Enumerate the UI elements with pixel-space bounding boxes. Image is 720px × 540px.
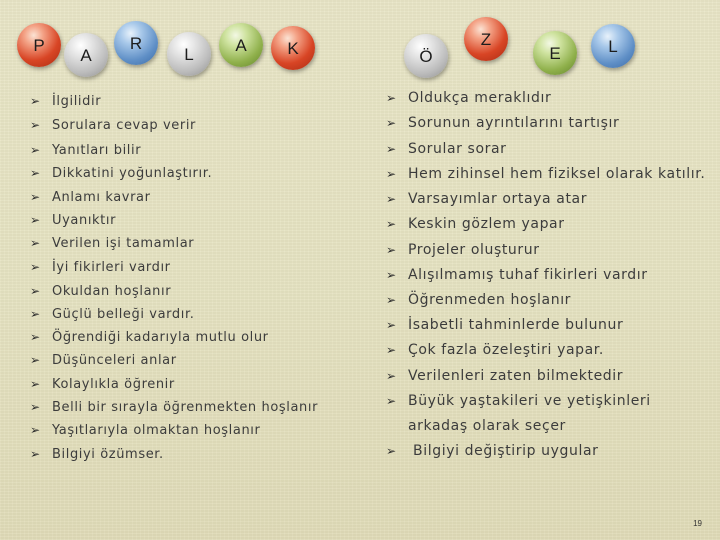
arrowhead-bullet-icon: ➢ (386, 217, 397, 231)
list-item-text: Keskin gözlem yapar (408, 216, 565, 232)
arrowhead-bullet-icon: ➢ (386, 394, 397, 408)
title-ball (533, 31, 577, 75)
arrowhead-bullet-icon: ➢ (30, 377, 41, 391)
arrowhead-bullet-icon: ➢ (30, 143, 41, 157)
arrowhead-bullet-icon: ➢ (386, 243, 397, 257)
list-item-text: Güçlü belleği vardır. (52, 307, 195, 322)
title-letter: K (287, 39, 299, 58)
list-item-text: Kolaylıkla öğrenir (52, 377, 175, 392)
title-letter: L (608, 37, 618, 56)
list-item (386, 90, 551, 106)
list-item-text: Anlamı kavrar (52, 190, 151, 205)
list-item-text: Yanıtları bilir (52, 143, 142, 158)
list-item-text: Uyanıktır (52, 213, 117, 228)
list-item (30, 143, 141, 158)
list-item-text: Düşünceleri anlar (52, 353, 177, 368)
list-item (386, 342, 604, 358)
list-item-text: Varsayımlar ortaya atar (408, 191, 588, 207)
list-item (30, 213, 116, 228)
list-item (386, 115, 619, 131)
title-letter: L (184, 45, 194, 64)
list-item (386, 443, 599, 459)
list-item (30, 260, 171, 275)
title-ball (219, 23, 263, 67)
list-item-text: İsabetli tahminlerde bulunur (408, 317, 624, 333)
list-item (30, 447, 164, 462)
arrowhead-bullet-icon: ➢ (30, 400, 41, 414)
list-item-text: Okuldan hoşlanır (52, 284, 172, 299)
title-ball (464, 17, 508, 61)
list-item (30, 377, 175, 392)
list-item-text: Sorular sorar (408, 141, 507, 157)
title-letter: P (33, 36, 45, 55)
list-item-text: Sorunun ayrıntılarını tartışır (408, 115, 620, 131)
list-item (30, 400, 318, 415)
list-item (386, 418, 566, 434)
arrowhead-bullet-icon: ➢ (386, 192, 397, 206)
arrowhead-bullet-icon: ➢ (30, 353, 41, 367)
list-item-text: Oldukça meraklıdır (408, 90, 552, 106)
list-item (386, 166, 705, 182)
title-ball (404, 34, 448, 78)
list-item (30, 190, 151, 205)
list-item-text: Öğrendiği kadarıyla mutlu olur (52, 330, 269, 345)
list-item (30, 236, 194, 251)
title-ball (591, 24, 635, 68)
title-letter: R (129, 34, 143, 53)
arrowhead-bullet-icon: ➢ (386, 167, 397, 181)
page-number: 19 (693, 519, 702, 528)
arrowhead-bullet-icon: ➢ (30, 166, 41, 180)
list-item-text: Alışılmamış tuhaf fikirleri vardır (408, 267, 648, 283)
arrowhead-bullet-icon: ➢ (30, 330, 41, 344)
list-item (30, 94, 101, 109)
list-item-text: Verilen işi tamamlar (52, 236, 195, 251)
list-item-text: Belli bir sırayla öğrenmekten hoşlanır (52, 400, 319, 415)
list-item (386, 368, 623, 384)
arrowhead-bullet-icon: ➢ (30, 213, 41, 227)
arrowhead-bullet-icon: ➢ (386, 343, 397, 357)
arrowhead-bullet-icon: ➢ (386, 268, 397, 282)
list-item-text: Öğrenmeden hoşlanır (408, 292, 572, 308)
list-item (386, 141, 507, 157)
list-item-text: Sorulara cevap verir (52, 118, 196, 133)
list-item (30, 284, 171, 299)
list-item (30, 166, 212, 181)
list-item-text: Dikkatini yoğunlaştırır. (52, 166, 213, 181)
list-item (386, 191, 587, 207)
title-letter: E (549, 44, 561, 63)
list-item-text: Bilgiyi değiştirip uygular (408, 443, 599, 459)
list-item (386, 267, 648, 283)
list-item (386, 317, 623, 333)
list-item-text: Hem zihinsel hem fiziksel olarak katılır. (408, 166, 706, 182)
arrowhead-bullet-icon: ➢ (30, 284, 41, 298)
title-letter: Z (480, 30, 492, 49)
list-item (386, 216, 565, 232)
list-item-text: Verilenleri zaten bilmektedir (408, 368, 624, 384)
title-letter: A (235, 36, 247, 55)
list-item (386, 292, 571, 308)
list-item (386, 242, 540, 258)
arrowhead-bullet-icon: ➢ (30, 423, 41, 437)
arrowhead-bullet-icon: ➢ (30, 118, 41, 132)
list-item (30, 330, 269, 345)
arrowhead-bullet-icon: ➢ (386, 369, 397, 383)
arrowhead-bullet-icon: ➢ (30, 307, 41, 321)
title-letter: Ö (419, 47, 433, 66)
arrowhead-bullet-icon: ➢ (386, 116, 397, 130)
list-item (30, 118, 196, 133)
arrowhead-bullet-icon: ➢ (386, 293, 397, 307)
arrowhead-bullet-icon: ➢ (386, 318, 397, 332)
arrowhead-bullet-icon: ➢ (30, 94, 41, 108)
arrowhead-bullet-icon: ➢ (30, 260, 41, 274)
arrowhead-bullet-icon: ➢ (30, 236, 41, 250)
list-item-text: Projeler oluşturur (408, 242, 540, 258)
title-ball (17, 23, 61, 67)
arrowhead-bullet-icon: ➢ (386, 91, 397, 105)
list-item (30, 307, 194, 322)
list-item-text: arkadaş olarak seçer (408, 418, 566, 434)
title-ball (64, 33, 108, 77)
title-letter: A (80, 46, 92, 65)
arrowhead-bullet-icon: ➢ (30, 447, 41, 461)
title-ball (114, 21, 158, 65)
list-item-text: Bilgiyi özümser. (52, 447, 164, 462)
list-item (30, 353, 177, 368)
arrowhead-bullet-icon: ➢ (30, 190, 41, 204)
list-item-text: Çok fazla özeleştiri yapar. (408, 342, 604, 358)
title-ball (271, 26, 315, 70)
list-item-text: Yaşıtlarıyla olmaktan hoşlanır (52, 423, 261, 438)
arrowhead-bullet-icon: ➢ (386, 142, 397, 156)
list-item (386, 393, 651, 409)
list-item-text: Büyük yaştakileri ve yetişkinleri (408, 393, 651, 409)
arrowhead-bullet-icon: ➢ (386, 444, 397, 458)
list-item (30, 423, 260, 438)
title-ball (167, 32, 211, 76)
list-item-text: İlgilidir (52, 94, 102, 109)
list-item-text: İyi fikirleri vardır (52, 260, 171, 275)
